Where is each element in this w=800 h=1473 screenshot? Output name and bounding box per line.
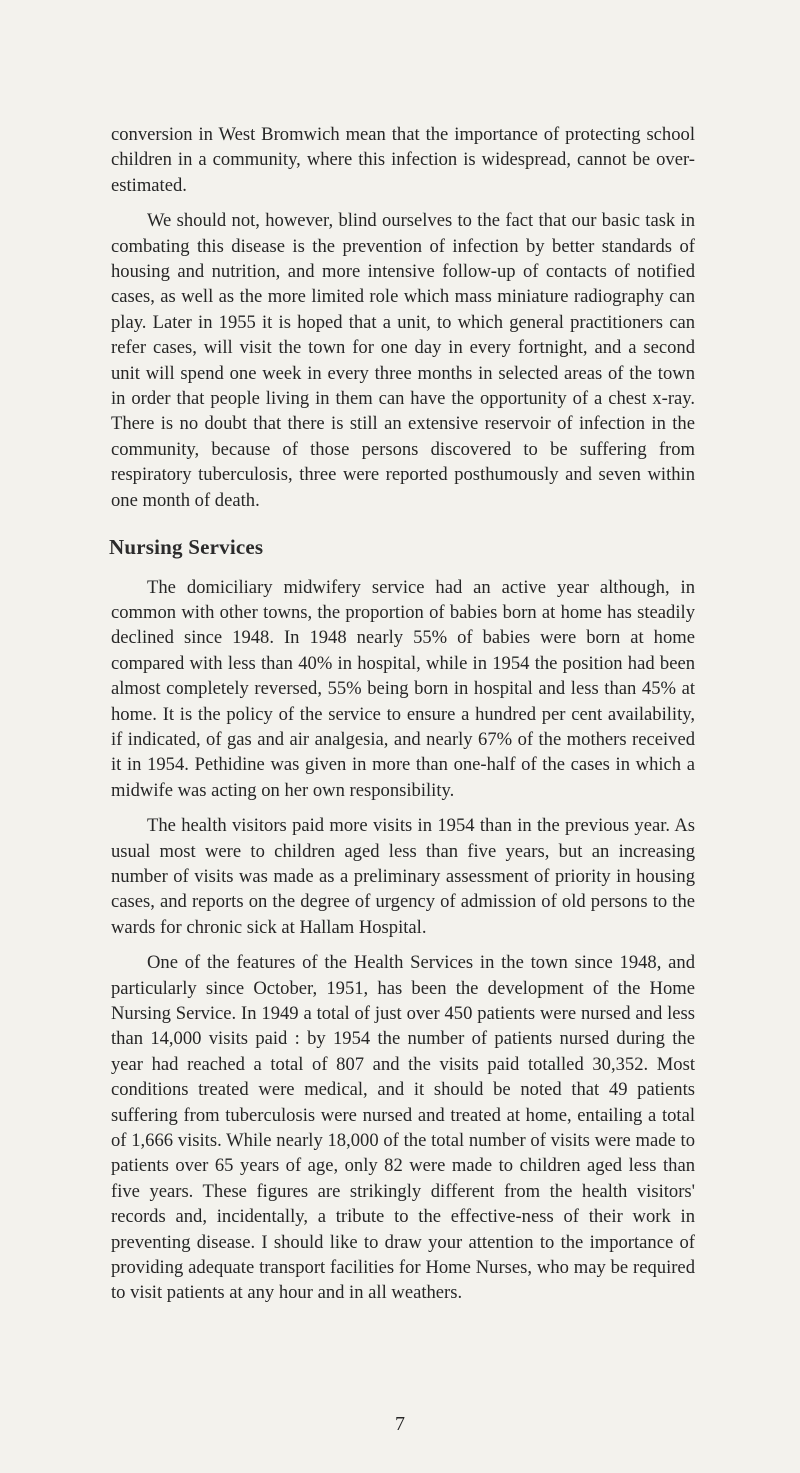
document-page bbox=[111, 122, 695, 1316]
body-paragraph-home-nursing: One of the features of the Health Services in the town since 1948, and particularly since October, 1951, has been the development of the Home Nursing Service. In 1949 a total of just over 450 patients were nursed and less than 14,000 visits paid : by 1954 the number of patients nursed during the year had reached a total of 807 and the visits paid totalled 30,352. Most conditions treated were medical, and it should be noted that 49 patients suffering from tuberculosis were nursed and treated at home, entailing a total of 1,666 visits. While nearly 18,000 of the total number of visits were made to patients over 65 years of age, only 82 were made to children aged less than five years. These figures are strikingly different from the health visitors' records and, incidentally, a tribute to the effective-ness of their work in preventing disease. I should like to draw your attention to the importance of providing adequate transport facilities for Home Nurses, who may be required to visit patients at any hour and in all weathers. bbox=[111, 952, 695, 1304]
section-heading-nursing-services: Nursing Services bbox=[109, 535, 264, 560]
body-paragraph-prevention: We should not, however, blind ourselves to the fact that our basic task in combating this disease is the prevention of infection by better standards of housing and nutrition, and more intensive follow-up of contacts of notified cases, as well as the more limited role which mass miniature radiography can play. Later in 1955 it is hoped that a unit, to which general practitioners can refer cases, will visit the town for one day in every fortnight, and a second unit will spend one week in every three months in selected areas of the town in order that people living in them can have the opportunity of a chest x-ray. There is no doubt that there is still an extensive reservoir of infection in the community, because of those persons discovered to be suffering from respiratory tuberculosis, three were reported posthumously and seven within one month of death. bbox=[111, 210, 695, 511]
body-paragraph-continuation: conversion in West Bromwich mean that the importance of protecting school children in a community, where this infection is widespread, cannot be over-estimated. bbox=[111, 124, 695, 196]
body-paragraph-midwifery: The domiciliary midwifery service had an active year although, in common with other towns, the proportion of babies born at home has steadily declined since 1948. In 1948 nearly 55% of babies were born at home compared with less than 40% in hospital, while in 1954 the position had been almost completely reversed, 55% being born in hospital and less than 45% at home. It is the policy of the service to ensure a hundred per cent availability, if indicated, of gas and air analgesia, and nearly 67% of the mothers received it in 1954. Pethidine was given in more than one-half of the cases in which a midwife was acting on her own responsibility. bbox=[111, 576, 695, 801]
page-number: 7 bbox=[395, 1413, 405, 1435]
body-paragraph-health-visitors: The health visitors paid more visits in 1954 than in the previous year. As usual most were to children aged less than five years, but an increasing number of visits was made as a preliminary assessment of priority in housing cases, and reports on the degree of urgency of admission of old persons to the wards for chronic sick at Hallam Hospital. bbox=[111, 815, 695, 938]
